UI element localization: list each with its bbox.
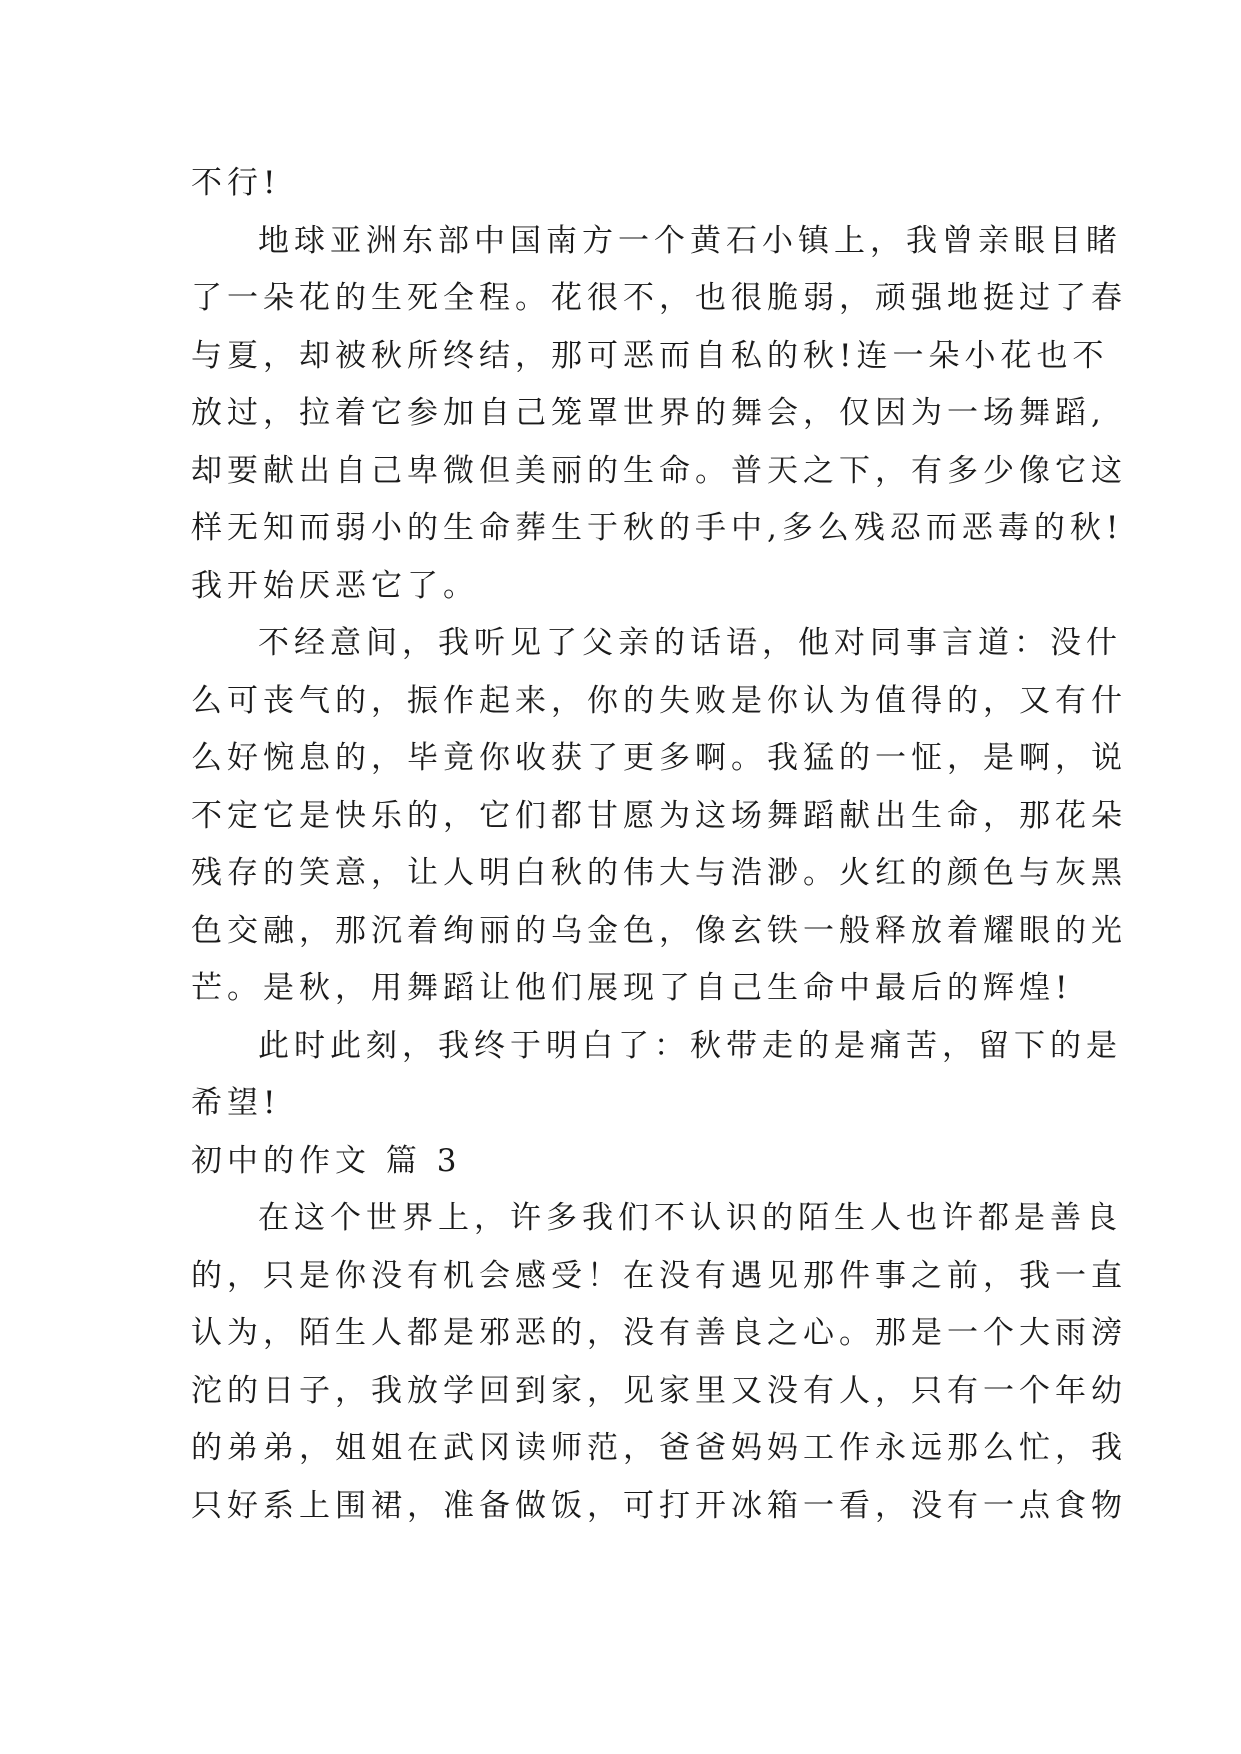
text-line: 此时此刻，我终于明白了：秋带走的是痛苦，留下的是	[258, 1027, 1122, 1064]
text-line: 不经意间，我听见了父亲的话语，他对同事言道：没什	[258, 625, 1122, 661]
text-line: 却要献出自己卑微但美丽的生命。普天之下，有多少像它这	[191, 452, 1127, 489]
text-line: 与夏，却被秋所终结，那可恶而自私的秋!连一朵小花也不	[191, 337, 1109, 374]
text-line: 希望!	[191, 1085, 281, 1121]
text-line: 地球亚洲东部中国南方一个黄石小镇上，我曾亲眼目睹	[258, 222, 1122, 259]
text-line: 的，只是你没有机会感受！在没有遇见那件事之前，我一直	[191, 1257, 1127, 1294]
text-line: 残存的笑意，让人明白秋的伟大与浩渺。火红的颜色与灰黑	[191, 855, 1127, 891]
text-line: 么可丧气的，振作起来，你的失败是你认为值得的，又有什	[191, 682, 1127, 719]
text-line: 不行!	[191, 165, 281, 201]
text-line: 么好惋息的，毕竟你收获了更多啊。我猛的一怔，是啊，说	[191, 740, 1127, 776]
text-line: 我开始厌恶它了。	[191, 567, 479, 604]
text-line: 的弟弟，姐姐在武冈读师范，爸爸妈妈工作永远那么忙，我	[191, 1430, 1127, 1466]
text-line: 样无知而弱小的生命葬生于秋的手中,多么残忍而恶毒的秋!	[191, 510, 1124, 546]
text-line: 在这个世界上，许多我们不认识的陌生人也许都是善良	[258, 1200, 1122, 1236]
section-heading: 初中的作文 篇 3	[191, 1142, 462, 1179]
text-line: 色交融，那沉着绚丽的乌金色，像玄铁一般释放着耀眼的光	[191, 912, 1127, 949]
text-line: 芒。是秋，用舞蹈让他们展现了自己生命中最后的辉煌!	[191, 970, 1073, 1006]
document-body	[191, 155, 1127, 1535]
text-line: 不定它是快乐的，它们都甘愿为这场舞蹈献出生命，那花朵	[191, 797, 1127, 834]
text-line: 沱的日子，我放学回到家，见家里又没有人，只有一个年幼	[191, 1372, 1127, 1409]
text-line: 了一朵花的生死全程。花很不，也很脆弱，顽强地挺过了春	[191, 280, 1127, 316]
text-line: 认为，陌生人都是邪恶的，没有善良之心。那是一个大雨滂	[191, 1315, 1127, 1351]
text-line: 放过，拉着它参加自己笼罩世界的舞会，仅因为一场舞蹈,	[191, 395, 1106, 431]
text-line: 只好系上围裙，准备做饭，可打开冰箱一看，没有一点食物	[191, 1487, 1127, 1524]
